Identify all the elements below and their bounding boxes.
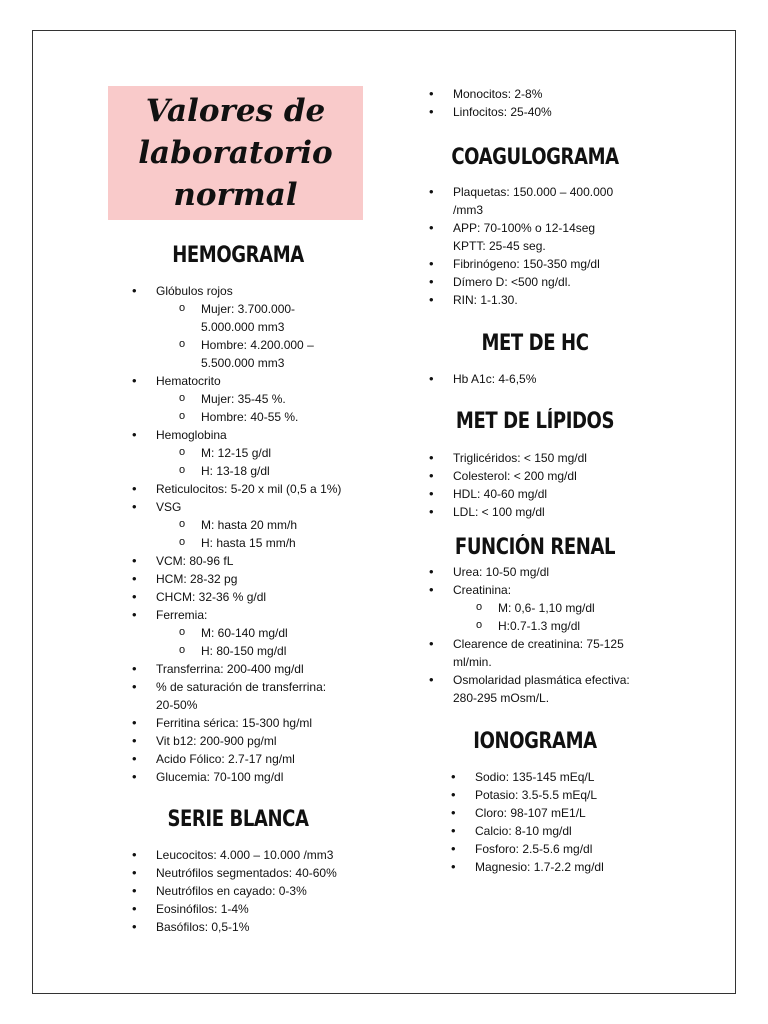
list-item: • Acido Fólico: 2.7-17 ng/ml xyxy=(108,750,368,768)
list-item: • Magnesio: 1.7-2.2 mg/dl xyxy=(427,858,665,876)
list-item: • Basófilos: 0,5-1% xyxy=(108,918,368,936)
list-item: 280-295 mOsm/L. xyxy=(453,691,550,705)
list-item: • Plaquetas: 150.000 – 400.000 xyxy=(405,183,665,201)
list-item: • APP: 70-100% o 12-14seg xyxy=(405,219,665,237)
list-item: • Vit b12: 200-900 pg/ml xyxy=(108,732,368,750)
list-item: • Hemoglobina xyxy=(108,426,368,444)
list-item: • Cloro: 98-107 mE1/L xyxy=(427,804,665,822)
list-item: /mm3 xyxy=(453,203,483,217)
list-item: • Glóbulos rojos xyxy=(108,282,368,300)
list-serie-blanca-cont xyxy=(405,85,665,121)
heading-coagulograma: COAGULOGRAMA xyxy=(451,145,619,170)
section-serie-blanca-cont xyxy=(405,85,665,121)
list-item: • VCM: 80-96 fL xyxy=(108,552,368,570)
list-item: • Eosinófilos: 1-4% xyxy=(108,900,368,918)
section-funcion-renal xyxy=(405,534,665,707)
list-item: • HCM: 28-32 pg xyxy=(108,570,368,588)
list-item: • LDL: < 100 mg/dl xyxy=(405,503,665,521)
section-met-hc xyxy=(405,330,665,388)
list-item: • Glucemia: 70-100 mg/dl xyxy=(108,768,368,786)
heading-funcion-renal: FUNCIÓN RENAL xyxy=(454,535,616,560)
list-item: • Ferremia: xyxy=(108,606,368,624)
heading-serie-blanca: SERIE BLANCA xyxy=(167,807,309,832)
list-item: o M: 60-140 mg/dl xyxy=(108,624,368,642)
list-item: 20-50% xyxy=(156,698,198,712)
list-item: • Dímero D: <500 ng/dl. xyxy=(405,273,665,291)
list-item: • Potasio: 3.5-5.5 mEq/L xyxy=(427,786,665,804)
list-met-hc xyxy=(405,370,665,388)
list-coagulograma xyxy=(405,183,665,309)
list-item: • Monocitos: 2-8% xyxy=(405,85,665,103)
list-item: o H: hasta 15 mm/h xyxy=(108,534,368,552)
section-met-lipidos xyxy=(405,408,665,521)
list-item: • Clearence de creatinina: 75-125 xyxy=(405,635,665,653)
list-item: • Triglicéridos: < 150 mg/dl xyxy=(405,449,665,467)
page-title: Valores de laboratorio normal xyxy=(138,93,333,213)
list-item: • Transferrina: 200-400 mg/dl xyxy=(108,660,368,678)
heading-ionograma: IONOGRAMA xyxy=(473,729,597,754)
list-item: o H: 13-18 g/dl xyxy=(108,462,368,480)
list-item: o Hombre: 4.200.000 – xyxy=(108,336,368,354)
list-item: • Hb A1c: 4-6,5% xyxy=(405,370,665,388)
heading-met-lipidos: MET DE LÍPIDOS xyxy=(455,409,615,434)
list-ionograma xyxy=(405,768,665,876)
list-item: • Reticulocitos: 5-20 x mil (0,5 a 1%) xyxy=(108,480,368,498)
list-item: • Hematocrito xyxy=(108,372,368,390)
list-item: • Creatinina: xyxy=(405,581,665,599)
section-ionograma xyxy=(405,728,665,876)
list-item: o M: hasta 20 mm/h xyxy=(108,516,368,534)
list-item: • Colesterol: < 200 mg/dl xyxy=(405,467,665,485)
list-met-lipidos xyxy=(405,449,665,521)
list-item: • RIN: 1-1.30. xyxy=(405,291,665,309)
list-item: • Urea: 10-50 mg/dl xyxy=(405,563,665,581)
list-item: o Hombre: 40-55 %. xyxy=(108,408,368,426)
list-item: • CHCM: 32-36 % g/dl xyxy=(108,588,368,606)
list-item: • Neutrófilos en cayado: 0-3% xyxy=(108,882,368,900)
section-hemograma xyxy=(108,242,368,786)
list-item: • Sodio: 135-145 mEq/L xyxy=(427,768,665,786)
title-block xyxy=(108,86,363,220)
list-item: o M: 0,6- 1,10 mg/dl xyxy=(405,599,665,617)
list-item: • % de saturación de transferrina: xyxy=(108,678,368,696)
list-item: 5.500.000 mm3 xyxy=(201,356,285,370)
list-item: • HDL: 40-60 mg/dl xyxy=(405,485,665,503)
list-item: o Mujer: 35-45 %. xyxy=(108,390,368,408)
list-item: • Linfocitos: 25-40% xyxy=(405,103,665,121)
section-serie-blanca xyxy=(108,806,368,936)
heading-met-hc: MET DE HC xyxy=(481,331,589,356)
list-item: o M: 12-15 g/dl xyxy=(108,444,368,462)
list-serie-blanca xyxy=(108,846,368,936)
list-item: • Leucocitos: 4.000 – 10.000 /mm3 xyxy=(108,846,368,864)
list-item: o Mujer: 3.700.000- xyxy=(108,300,368,318)
list-item: o H:0.7-1.3 mg/dl xyxy=(405,617,665,635)
list-item: 5.000.000 mm3 xyxy=(201,320,285,334)
list-item: • Fibrinógeno: 150-350 mg/dl xyxy=(405,255,665,273)
list-item: KPTT: 25-45 seg. xyxy=(453,239,546,253)
heading-hemograma: HEMOGRAMA xyxy=(172,243,304,268)
list-item: • Neutrófilos segmentados: 40-60% xyxy=(108,864,368,882)
list-funcion-renal xyxy=(405,563,665,707)
list-item: o H: 80-150 mg/dl xyxy=(108,642,368,660)
list-item: • Fosforo: 2.5-5.6 mg/dl xyxy=(427,840,665,858)
list-item: ml/min. xyxy=(453,655,492,669)
title-box xyxy=(108,86,363,220)
section-coagulograma xyxy=(405,144,665,309)
list-item: • Ferritina sérica: 15-300 hg/ml xyxy=(108,714,368,732)
list-hemograma xyxy=(108,282,368,786)
list-item: • Calcio: 8-10 mg/dl xyxy=(427,822,665,840)
list-item: • VSG xyxy=(108,498,368,516)
list-item: • Osmolaridad plasmática efectiva: xyxy=(405,671,665,689)
